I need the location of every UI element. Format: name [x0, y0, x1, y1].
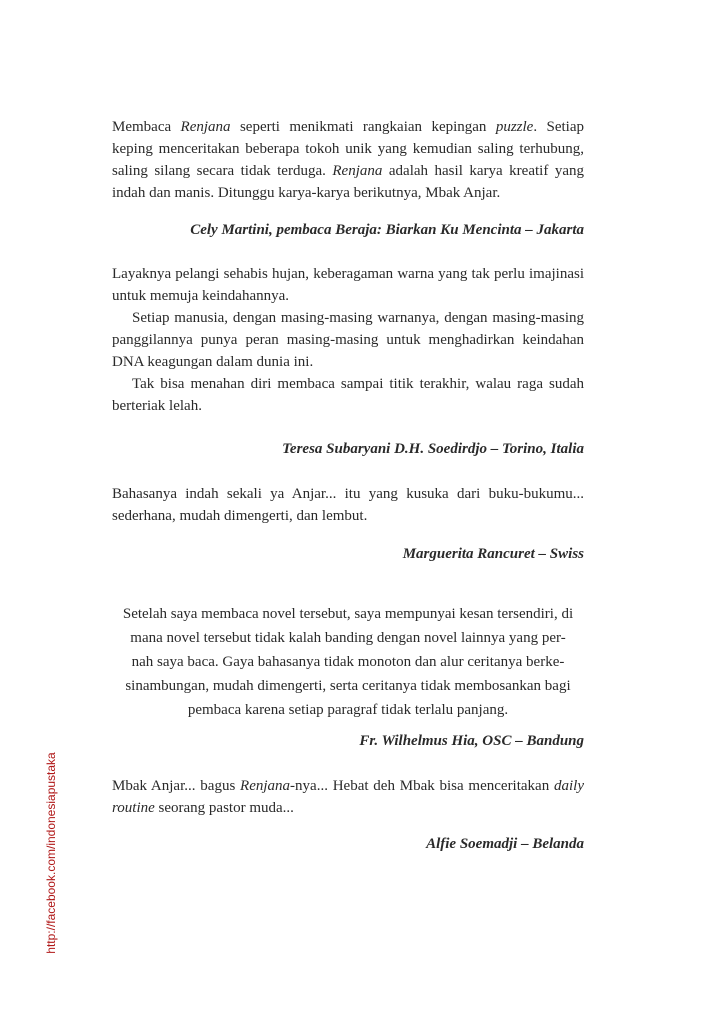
testimonial-2-attribution: Teresa Subaryani D.H. Soedirdjo – Torino, Italia — [282, 441, 584, 457]
testimonial-4-line-2: mana novel tersebut tidak kalah banding dengan novel lainnya yang per- — [130, 630, 566, 646]
testimonial-2-line-1: Layaknya pelangi sehabis hujan, keberagaman warna yang tak perlu imajinasi — [112, 266, 584, 282]
testimonial-1-line-2: keping menceritakan beberapa tokoh unik yang kemudian saling terhubung, — [112, 141, 584, 157]
testimonial-4-line-4: sinambungan, mudah dimengerti, serta ceritanya tidak membosankan bagi — [125, 678, 571, 694]
testimonial-4-line-5: pembaca karena setiap paragraf tidak terlalu panjang. — [187, 702, 509, 718]
facebook-link-watermark[interactable]: http://facebook.com/indonesiapustaka — [44, 752, 58, 954]
testimonial-5-line-1: Mbak Anjar... bagus Renjana-nya... Hebat deh Mbak bisa menceritakan daily — [112, 778, 584, 794]
testimonial-3-attribution: Marguerita Rancuret – Swiss — [402, 546, 584, 562]
testimonial-2-line-3: Setiap manusia, dengan masing-masing warnanya, dengan masing-masing — [132, 310, 584, 326]
testimonial-1-attribution: Cely Martini, pembaca Beraja: Biarkan Ku Mencinta – Jakarta — [190, 222, 584, 238]
testimonial-2-line-5: DNA keagungan dalam dunia ini. — [112, 354, 314, 370]
testimonial-5-attribution: Alfie Soemadji – Belanda — [426, 836, 584, 852]
testimonial-3-line-2: sederhana, mudah dimengerti, dan lembut. — [112, 508, 368, 524]
testimonial-2-line-4: panggilannya punya peran masing-masing untuk menghadirkan keindahan — [112, 332, 584, 348]
testimonial-4-attribution: Fr. Wilhelmus Hia, OSC – Bandung — [359, 733, 584, 749]
testimonial-2-line-7: berteriak lelah. — [112, 398, 202, 414]
testimonial-3-line-1: Bahasanya indah sekali ya Anjar... itu yang kusuka dari buku-bukumu... — [112, 486, 584, 502]
testimonial-1-line-1: Membaca Renjana seperti menikmati rangkaian kepingan puzzle. Setiap — [112, 119, 584, 135]
testimonial-4-line-3: nah saya baca. Gaya bahasanya tidak monoton dan alur ceritanya berke- — [131, 654, 565, 670]
testimonial-5-line-2: routine seorang pastor muda... — [112, 800, 294, 816]
testimonial-1-line-4: indah dan manis. Ditunggu karya-karya berikutnya, Mbak Anjar. — [112, 185, 501, 201]
testimonial-1-line-3: saling silang secara tidak terduga. Renjana adalah hasil karya kreatif yang — [112, 163, 584, 179]
testimonial-2-line-6: Tak bisa menahan diri membaca sampai titik terakhir, walau raga sudah — [132, 376, 584, 392]
testimonial-2-line-2: untuk memuja keindahannya. — [112, 288, 290, 304]
testimonial-4-line-1: Setelah saya membaca novel tersebut, saya mempunyai kesan tersendiri, di — [122, 606, 574, 622]
